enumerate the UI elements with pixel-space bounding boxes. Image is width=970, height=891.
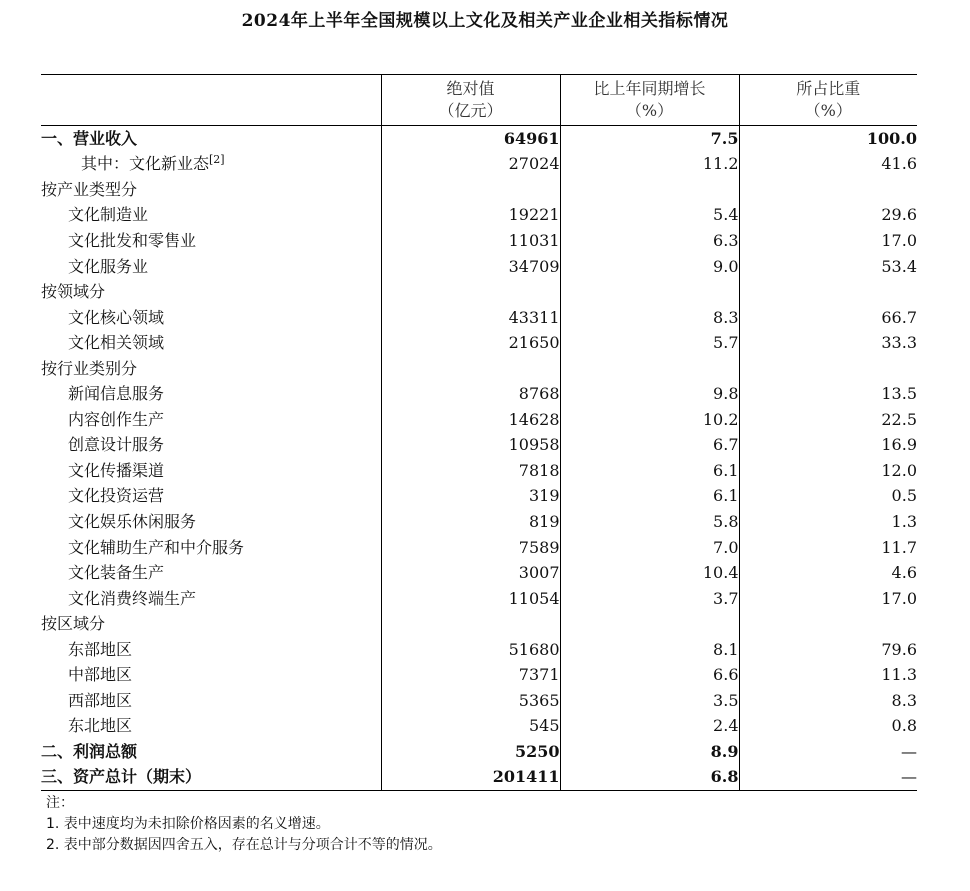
cell-growth: 11.2 — [560, 152, 739, 178]
header-unit: （%） — [804, 101, 852, 120]
row-label: 三、资产总计（期末） — [41, 767, 202, 787]
row-label: 文化传播渠道 — [68, 460, 165, 480]
header-line: 比上年同期增长 — [593, 79, 706, 98]
table-row — [41, 535, 917, 561]
cell-absolute — [381, 356, 560, 382]
cell-growth: 10.2 — [560, 407, 739, 433]
row-label: 中部地区 — [68, 665, 133, 685]
header-unit: （亿元） — [438, 101, 503, 120]
table-row — [41, 330, 917, 356]
cell-absolute — [381, 177, 560, 203]
cell-growth — [560, 279, 739, 305]
row-label: 创意设计服务 — [68, 435, 165, 455]
row-label: 按行业类别分 — [41, 358, 138, 378]
table-row — [41, 228, 917, 254]
cell-share — [739, 611, 917, 637]
table-row — [41, 177, 917, 203]
note-item: 2. 表中部分数据因四舍五入，存在总计与分项合计不等的情况。 — [46, 837, 442, 853]
cell-share — [739, 279, 917, 305]
cell-growth: 8.9 — [560, 739, 739, 765]
cell-growth: 2.4 — [560, 714, 739, 740]
table-row — [41, 126, 917, 152]
cell-growth: 6.8 — [560, 765, 739, 791]
notes-heading: 注： — [46, 795, 74, 811]
table-row — [41, 739, 917, 765]
page-title: 2024年上半年全国规模以上文化及相关产业企业相关指标情况 — [241, 11, 729, 31]
cell-absolute: 5365 — [381, 688, 560, 714]
cell-absolute: 7371 — [381, 662, 560, 688]
cell-absolute: 819 — [381, 509, 560, 535]
row-label: 按区域分 — [41, 614, 106, 634]
cell-share: 0.5 — [739, 484, 917, 510]
row-label: 文化批发和零售业 — [68, 230, 197, 250]
cell-share: 22.5 — [739, 407, 917, 433]
cell-growth — [560, 356, 739, 382]
indicator-table — [41, 74, 917, 791]
cell-absolute: 5250 — [381, 739, 560, 765]
cell-growth: 9.0 — [560, 254, 739, 280]
header-line: 绝对值 — [446, 79, 495, 98]
cell-growth: 6.3 — [560, 228, 739, 254]
cell-absolute: 8768 — [381, 381, 560, 407]
cell-absolute: 319 — [381, 484, 560, 510]
cell-absolute: 21650 — [381, 330, 560, 356]
row-label: 文化相关领域 — [68, 333, 165, 353]
row-label: 按领域分 — [41, 282, 106, 302]
cell-growth: 8.3 — [560, 305, 739, 331]
cell-share: 66.7 — [739, 305, 917, 331]
cell-absolute — [381, 611, 560, 637]
cell-growth: 6.1 — [560, 458, 739, 484]
cell-growth: 7.5 — [560, 126, 739, 152]
table-row — [41, 305, 917, 331]
cell-growth: 3.5 — [560, 688, 739, 714]
table-header-row — [41, 75, 917, 126]
row-label: 东部地区 — [68, 639, 133, 659]
table-row — [41, 254, 917, 280]
cell-share: 0.8 — [739, 714, 917, 740]
table-row — [41, 433, 917, 459]
table-row — [41, 611, 917, 637]
cell-growth: 3.7 — [560, 586, 739, 612]
table-row — [41, 279, 917, 305]
table-row — [41, 765, 917, 791]
table-row — [41, 458, 917, 484]
row-label: 其中：文化新业态[2] — [81, 153, 225, 174]
footnotes — [46, 793, 442, 856]
cell-share: 8.3 — [739, 688, 917, 714]
header-yoy-growth — [560, 75, 739, 126]
cell-growth — [560, 177, 739, 203]
cell-share — [739, 356, 917, 382]
row-label: 文化消费终端生产 — [68, 588, 197, 608]
cell-absolute: 7818 — [381, 458, 560, 484]
header-share — [739, 75, 917, 126]
cell-share: 17.0 — [739, 586, 917, 612]
cell-share: 1.3 — [739, 509, 917, 535]
cell-absolute: 43311 — [381, 305, 560, 331]
cell-growth: 6.7 — [560, 433, 739, 459]
table-row — [41, 407, 917, 433]
cell-growth: 10.4 — [560, 560, 739, 586]
table-row — [41, 637, 917, 663]
header-unit: （%） — [625, 101, 674, 120]
cell-absolute — [381, 279, 560, 305]
cell-share: 13.5 — [739, 381, 917, 407]
table-row — [41, 662, 917, 688]
cell-share: — — [739, 765, 917, 791]
row-label: 二、利润总额 — [41, 741, 138, 761]
header-absolute-value — [381, 75, 560, 126]
row-label: 文化服务业 — [68, 256, 149, 276]
header-item — [41, 75, 381, 126]
cell-share: 33.3 — [739, 330, 917, 356]
row-label: 新闻信息服务 — [68, 384, 165, 404]
cell-absolute: 14628 — [381, 407, 560, 433]
cell-absolute: 19221 — [381, 203, 560, 229]
row-label: 文化娱乐休闲服务 — [68, 511, 197, 531]
row-label: 内容创作生产 — [68, 409, 165, 429]
cell-absolute: 545 — [381, 714, 560, 740]
cell-growth: 5.4 — [560, 203, 739, 229]
table-row — [41, 356, 917, 382]
cell-share: 16.9 — [739, 433, 917, 459]
cell-share: — — [739, 739, 917, 765]
cell-absolute: 64961 — [381, 126, 560, 152]
table-row — [41, 203, 917, 229]
cell-absolute: 11054 — [381, 586, 560, 612]
row-label: 文化核心领域 — [68, 307, 165, 327]
cell-absolute: 11031 — [381, 228, 560, 254]
cell-growth: 6.6 — [560, 662, 739, 688]
cell-absolute: 51680 — [381, 637, 560, 663]
row-label: 文化辅助生产和中介服务 — [68, 537, 245, 557]
cell-share: 17.0 — [739, 228, 917, 254]
table-row — [41, 509, 917, 535]
row-label: 文化装备生产 — [68, 563, 165, 583]
row-label: 西部地区 — [68, 690, 133, 710]
cell-share: 11.7 — [739, 535, 917, 561]
table-row — [41, 560, 917, 586]
header-line: 所占比重 — [796, 79, 861, 98]
table-row — [41, 152, 917, 178]
cell-share: 53.4 — [739, 254, 917, 280]
cell-share — [739, 177, 917, 203]
row-label: 文化投资运营 — [68, 486, 165, 506]
cell-share: 29.6 — [739, 203, 917, 229]
row-label: 按产业类型分 — [41, 179, 138, 199]
cell-growth: 9.8 — [560, 381, 739, 407]
row-label: 一、营业收入 — [41, 128, 138, 148]
cell-absolute: 34709 — [381, 254, 560, 280]
cell-share: 79.6 — [739, 637, 917, 663]
table-row — [41, 714, 917, 740]
cell-share: 11.3 — [739, 662, 917, 688]
footnote-marker: [2] — [209, 153, 225, 167]
table-row — [41, 381, 917, 407]
cell-absolute: 201411 — [381, 765, 560, 791]
table-row — [41, 586, 917, 612]
cell-growth: 6.1 — [560, 484, 739, 510]
cell-absolute: 27024 — [381, 152, 560, 178]
cell-share: 41.6 — [739, 152, 917, 178]
cell-growth: 5.7 — [560, 330, 739, 356]
table-row — [41, 688, 917, 714]
table-row — [41, 484, 917, 510]
cell-share: 4.6 — [739, 560, 917, 586]
cell-growth: 5.8 — [560, 509, 739, 535]
cell-absolute: 7589 — [381, 535, 560, 561]
cell-growth — [560, 611, 739, 637]
note-item: 1. 表中速度均为未扣除价格因素的名义增速。 — [46, 816, 330, 832]
cell-share: 100.0 — [739, 126, 917, 152]
cell-growth: 8.1 — [560, 637, 739, 663]
cell-growth: 7.0 — [560, 535, 739, 561]
cell-absolute: 3007 — [381, 560, 560, 586]
cell-share: 12.0 — [739, 458, 917, 484]
row-label: 文化制造业 — [68, 205, 149, 225]
cell-absolute: 10958 — [381, 433, 560, 459]
row-label: 东北地区 — [68, 716, 133, 736]
